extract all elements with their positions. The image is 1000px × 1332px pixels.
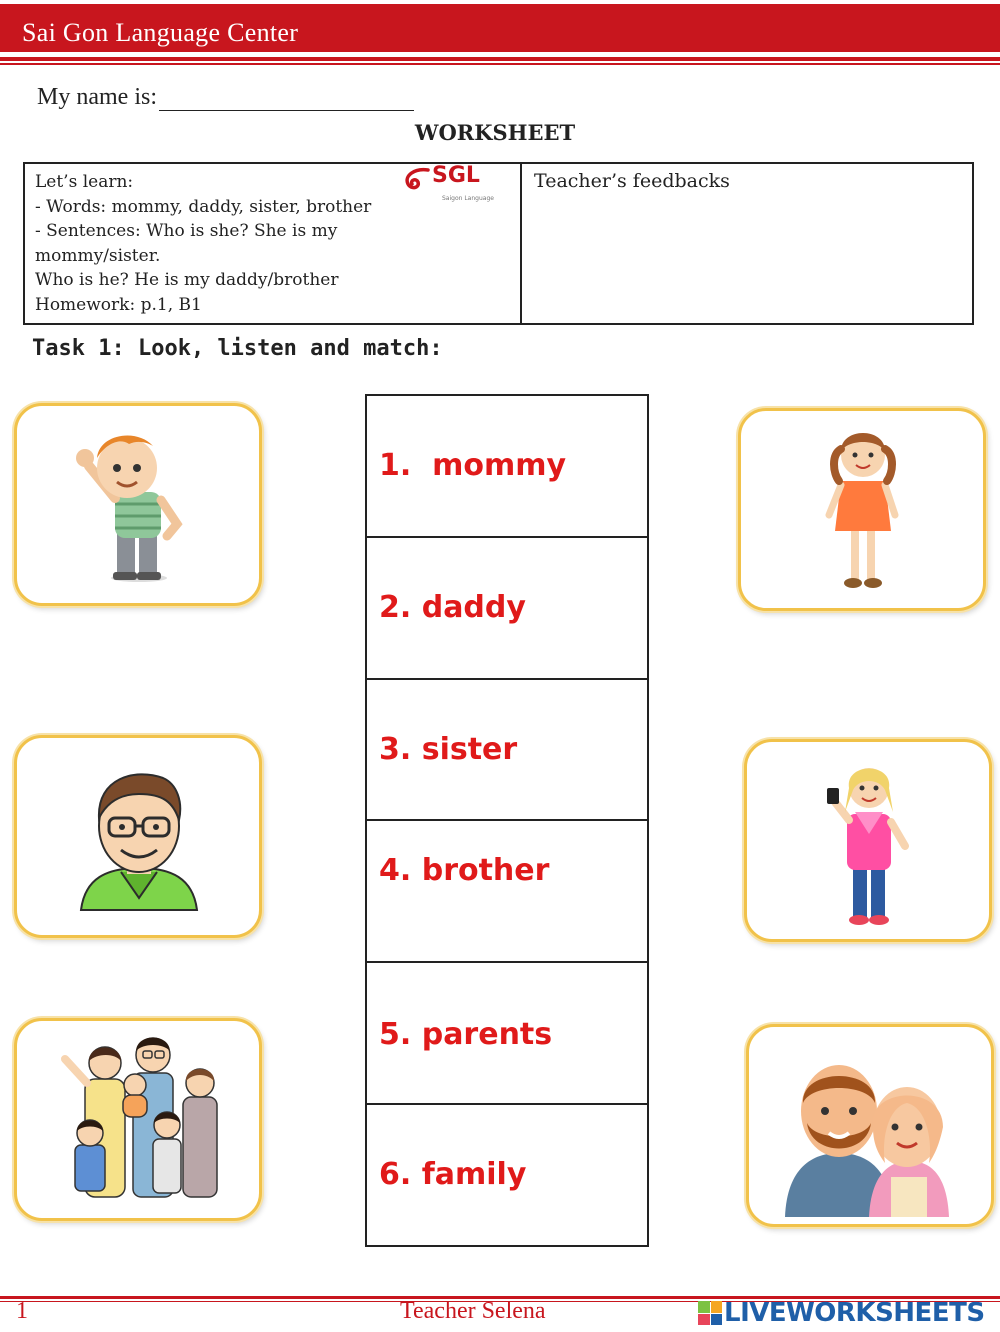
liveworksheets-text: LIVEWORKSHEETS [724,1298,985,1328]
task-title: Task 1: Look, listen and match: [32,336,443,361]
sgl-logo-text: SGL [432,163,480,188]
picture-card-couple[interactable] [746,1024,994,1227]
name-blank-line[interactable] [159,88,414,111]
teacher-name: Teacher Selena [400,1298,546,1324]
couple-icon [749,1027,991,1224]
word-label: 1. mommy [379,448,567,483]
teacher-feedback [522,164,972,323]
word-label: 2. daddy [379,589,526,625]
lesson-info [25,164,522,323]
picture-card-man[interactable] [14,735,262,938]
word-label: 3. sister [379,731,518,767]
worksheet-title: WORKSHEET [414,120,576,145]
word-label: 5. parents [379,1017,553,1053]
picture-card-family[interactable] [14,1018,262,1221]
header-divider-thin [0,63,1000,65]
page-number: 1 [16,1298,28,1324]
name-row [37,84,414,111]
lesson-line: Homework: p.1, B1 [35,294,202,315]
sgl-swirl-icon [402,166,436,196]
word-list [365,394,649,1247]
man-with-glasses-icon [17,738,259,935]
word-cell-3[interactable] [367,680,647,822]
lesson-line: - Words: mommy, daddy, sister, brother [35,196,372,217]
lesson-line: mommy/sister. [35,245,161,266]
picture-card-girl[interactable] [738,408,986,611]
word-cell-1[interactable] [367,396,647,538]
girl-pigtails-icon [741,411,983,608]
header-divider [0,57,1000,61]
picture-card-girl-phone[interactable] [744,739,992,942]
word-cell-4[interactable] [367,821,647,963]
family-group-icon [17,1021,259,1218]
word-cell-2[interactable] [367,538,647,680]
lesson-line: Let’s learn: [35,172,134,192]
girl-with-phone-icon [747,742,989,939]
sgl-logo [402,163,502,202]
header-band [0,4,1000,52]
lesson-line: Who is he? He is my daddy/brother [35,270,339,291]
lesson-line: - Sentences: Who is she? She is my [35,221,338,242]
feedback-label: Teacher’s feedbacks [534,170,730,192]
liveworksheets-icon [698,1301,722,1325]
info-table [23,162,974,325]
word-cell-6[interactable] [367,1105,647,1247]
boy-waving-icon [17,406,259,603]
liveworksheets-logo[interactable] [698,1298,985,1328]
name-label: My name is: [37,84,157,110]
word-label: 6. family [379,1156,527,1192]
word-label: 4. brother [379,853,550,889]
picture-card-boy[interactable] [14,403,262,606]
header-title: Sai Gon Language Center [22,18,299,47]
word-cell-5[interactable] [367,963,647,1105]
sgl-logo-subtext: Saigon Language [442,195,494,202]
